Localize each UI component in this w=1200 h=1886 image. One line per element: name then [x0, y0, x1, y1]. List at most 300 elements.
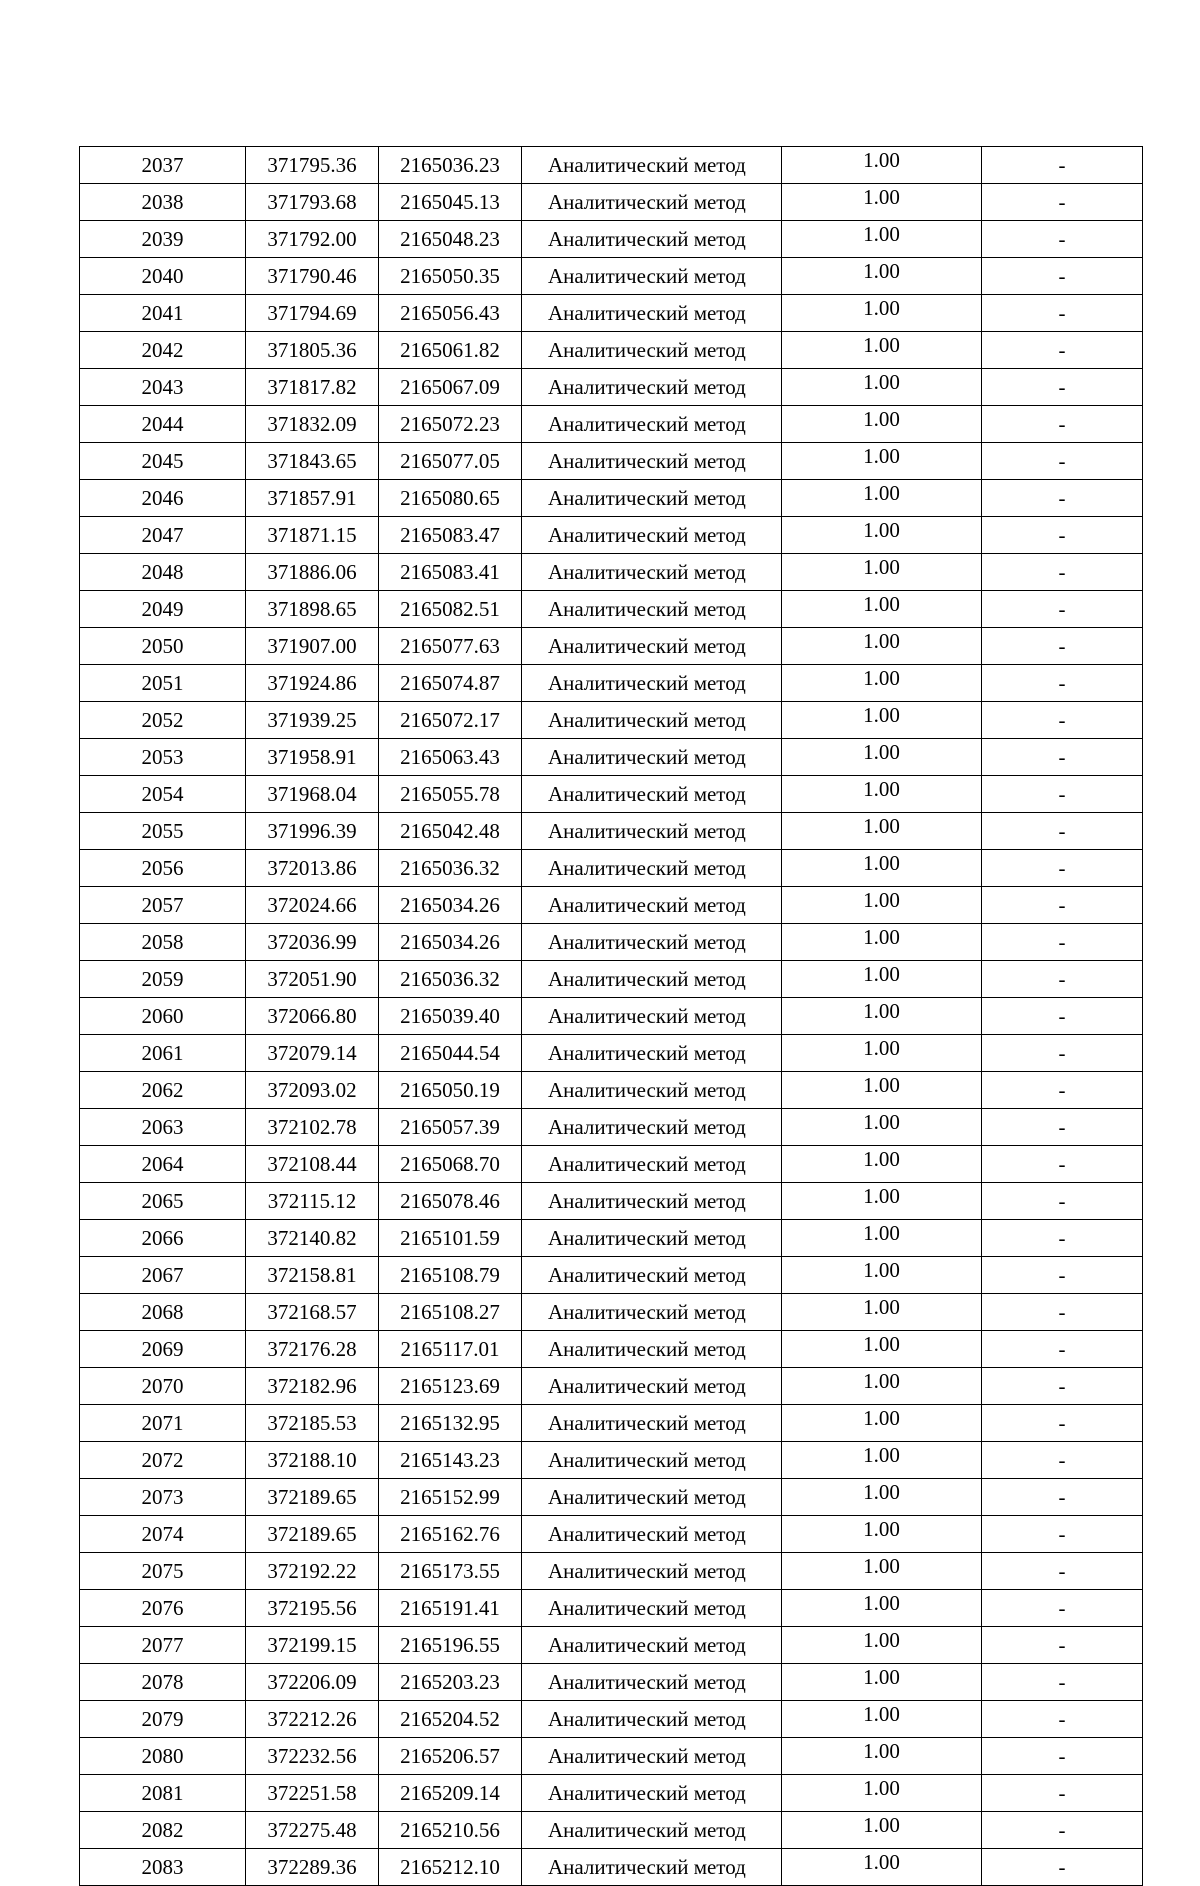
y-coordinate-cell: 2165143.23 — [379, 1442, 522, 1479]
accuracy-cell: 1.00 — [782, 221, 982, 258]
y-coordinate-cell: 2165204.52 — [379, 1701, 522, 1738]
y-coordinate-cell: 2165063.43 — [379, 739, 522, 776]
accuracy-cell: 1.00 — [782, 1812, 982, 1849]
method-cell: Аналитический метод — [522, 887, 782, 924]
y-coordinate-cell: 2165152.99 — [379, 1479, 522, 1516]
point-number-cell: 2068 — [80, 1294, 246, 1331]
note-cell: - — [982, 628, 1143, 665]
accuracy-cell: 1.00 — [782, 332, 982, 369]
x-coordinate-cell: 372108.44 — [246, 1146, 379, 1183]
point-number-cell: 2059 — [80, 961, 246, 998]
x-coordinate-cell: 372251.58 — [246, 1775, 379, 1812]
note-cell: - — [982, 295, 1143, 332]
y-coordinate-cell: 2165203.23 — [379, 1664, 522, 1701]
point-number-cell: 2048 — [80, 554, 246, 591]
note-cell: - — [982, 739, 1143, 776]
y-coordinate-cell: 2165108.79 — [379, 1257, 522, 1294]
point-number-cell: 2058 — [80, 924, 246, 961]
table-row — [80, 1220, 1143, 1257]
x-coordinate-cell: 372158.81 — [246, 1257, 379, 1294]
point-number-cell: 2049 — [80, 591, 246, 628]
accuracy-cell: 1.00 — [782, 295, 982, 332]
table-row — [80, 221, 1143, 258]
note-cell: - — [982, 1035, 1143, 1072]
x-coordinate-cell: 371792.00 — [246, 221, 379, 258]
table-row — [80, 1590, 1143, 1627]
accuracy-cell: 1.00 — [782, 924, 982, 961]
point-number-cell: 2069 — [80, 1331, 246, 1368]
y-coordinate-cell: 2165055.78 — [379, 776, 522, 813]
table-row — [80, 1812, 1143, 1849]
table-row — [80, 1109, 1143, 1146]
point-number-cell: 2077 — [80, 1627, 246, 1664]
x-coordinate-cell: 371871.15 — [246, 517, 379, 554]
method-cell: Аналитический метод — [522, 1405, 782, 1442]
accuracy-cell: 1.00 — [782, 517, 982, 554]
y-coordinate-cell: 2165044.54 — [379, 1035, 522, 1072]
table-row — [80, 1442, 1143, 1479]
point-number-cell: 2071 — [80, 1405, 246, 1442]
table-row — [80, 665, 1143, 702]
table-row — [80, 295, 1143, 332]
table-row — [80, 850, 1143, 887]
accuracy-cell: 1.00 — [782, 1627, 982, 1664]
point-number-cell: 2044 — [80, 406, 246, 443]
table-row — [80, 1479, 1143, 1516]
note-cell: - — [982, 1664, 1143, 1701]
x-coordinate-cell: 372195.56 — [246, 1590, 379, 1627]
x-coordinate-cell: 372102.78 — [246, 1109, 379, 1146]
y-coordinate-cell: 2165078.46 — [379, 1183, 522, 1220]
y-coordinate-cell: 2165196.55 — [379, 1627, 522, 1664]
accuracy-cell: 1.00 — [782, 628, 982, 665]
x-coordinate-cell: 372093.02 — [246, 1072, 379, 1109]
method-cell: Аналитический метод — [522, 406, 782, 443]
note-cell: - — [982, 147, 1143, 184]
y-coordinate-cell: 2165057.39 — [379, 1109, 522, 1146]
method-cell: Аналитический метод — [522, 1627, 782, 1664]
y-coordinate-cell: 2165209.14 — [379, 1775, 522, 1812]
accuracy-cell: 1.00 — [782, 665, 982, 702]
accuracy-cell: 1.00 — [782, 887, 982, 924]
accuracy-cell: 1.00 — [782, 1701, 982, 1738]
method-cell: Аналитический метод — [522, 961, 782, 998]
point-number-cell: 2080 — [80, 1738, 246, 1775]
note-cell: - — [982, 998, 1143, 1035]
table-row — [80, 1183, 1143, 1220]
method-cell: Аналитический метод — [522, 1035, 782, 1072]
method-cell: Аналитический метод — [522, 1738, 782, 1775]
note-cell: - — [982, 1368, 1143, 1405]
point-number-cell: 2038 — [80, 184, 246, 221]
point-number-cell: 2073 — [80, 1479, 246, 1516]
note-cell: - — [982, 1479, 1143, 1516]
note-cell: - — [982, 1294, 1143, 1331]
y-coordinate-cell: 2165042.48 — [379, 813, 522, 850]
method-cell: Аналитический метод — [522, 443, 782, 480]
point-number-cell: 2066 — [80, 1220, 246, 1257]
table-row — [80, 591, 1143, 628]
accuracy-cell: 1.00 — [782, 1109, 982, 1146]
point-number-cell: 2047 — [80, 517, 246, 554]
accuracy-cell: 1.00 — [782, 961, 982, 998]
x-coordinate-cell: 371793.68 — [246, 184, 379, 221]
accuracy-cell: 1.00 — [782, 1035, 982, 1072]
method-cell: Аналитический метод — [522, 1109, 782, 1146]
method-cell: Аналитический метод — [522, 813, 782, 850]
note-cell: - — [982, 776, 1143, 813]
note-cell: - — [982, 1590, 1143, 1627]
method-cell: Аналитический метод — [522, 1183, 782, 1220]
point-number-cell: 2067 — [80, 1257, 246, 1294]
table-row — [80, 776, 1143, 813]
method-cell: Аналитический метод — [522, 628, 782, 665]
accuracy-cell: 1.00 — [782, 1183, 982, 1220]
point-number-cell: 2046 — [80, 480, 246, 517]
x-coordinate-cell: 372206.09 — [246, 1664, 379, 1701]
note-cell: - — [982, 702, 1143, 739]
method-cell: Аналитический метод — [522, 1590, 782, 1627]
accuracy-cell: 1.00 — [782, 1738, 982, 1775]
y-coordinate-cell: 2165072.17 — [379, 702, 522, 739]
method-cell: Аналитический метод — [522, 1849, 782, 1886]
table-row — [80, 1849, 1143, 1886]
x-coordinate-cell: 372189.65 — [246, 1479, 379, 1516]
point-number-cell: 2039 — [80, 221, 246, 258]
x-coordinate-cell: 372185.53 — [246, 1405, 379, 1442]
note-cell: - — [982, 887, 1143, 924]
x-coordinate-cell: 371996.39 — [246, 813, 379, 850]
accuracy-cell: 1.00 — [782, 1775, 982, 1812]
x-coordinate-cell: 371857.91 — [246, 480, 379, 517]
y-coordinate-cell: 2165083.41 — [379, 554, 522, 591]
method-cell: Аналитический метод — [522, 702, 782, 739]
method-cell: Аналитический метод — [522, 1072, 782, 1109]
point-number-cell: 2055 — [80, 813, 246, 850]
table-row — [80, 406, 1143, 443]
y-coordinate-cell: 2165061.82 — [379, 332, 522, 369]
table-row — [80, 1553, 1143, 1590]
accuracy-cell: 1.00 — [782, 258, 982, 295]
method-cell: Аналитический метод — [522, 1775, 782, 1812]
x-coordinate-cell: 372013.86 — [246, 850, 379, 887]
x-coordinate-cell: 372192.22 — [246, 1553, 379, 1590]
point-number-cell: 2072 — [80, 1442, 246, 1479]
x-coordinate-cell: 372289.36 — [246, 1849, 379, 1886]
table-row — [80, 554, 1143, 591]
note-cell: - — [982, 1183, 1143, 1220]
method-cell: Аналитический метод — [522, 1294, 782, 1331]
table-row — [80, 480, 1143, 517]
y-coordinate-cell: 2165206.57 — [379, 1738, 522, 1775]
note-cell: - — [982, 1442, 1143, 1479]
x-coordinate-cell: 371832.09 — [246, 406, 379, 443]
note-cell: - — [982, 1405, 1143, 1442]
method-cell: Аналитический метод — [522, 295, 782, 332]
table-row — [80, 443, 1143, 480]
y-coordinate-cell: 2165039.40 — [379, 998, 522, 1035]
accuracy-cell: 1.00 — [782, 1664, 982, 1701]
note-cell: - — [982, 1812, 1143, 1849]
accuracy-cell: 1.00 — [782, 776, 982, 813]
x-coordinate-cell: 371968.04 — [246, 776, 379, 813]
accuracy-cell: 1.00 — [782, 1331, 982, 1368]
accuracy-cell: 1.00 — [782, 850, 982, 887]
table-row — [80, 1701, 1143, 1738]
accuracy-cell: 1.00 — [782, 1442, 982, 1479]
x-coordinate-cell: 372051.90 — [246, 961, 379, 998]
note-cell: - — [982, 924, 1143, 961]
x-coordinate-cell: 371898.65 — [246, 591, 379, 628]
x-coordinate-cell: 371805.36 — [246, 332, 379, 369]
coordinates-table — [79, 146, 1143, 1886]
table-row — [80, 1368, 1143, 1405]
y-coordinate-cell: 2165036.32 — [379, 961, 522, 998]
point-number-cell: 2083 — [80, 1849, 246, 1886]
x-coordinate-cell: 372275.48 — [246, 1812, 379, 1849]
x-coordinate-cell: 372176.28 — [246, 1331, 379, 1368]
note-cell: - — [982, 1775, 1143, 1812]
method-cell: Аналитический метод — [522, 1701, 782, 1738]
y-coordinate-cell: 2165050.35 — [379, 258, 522, 295]
table-row — [80, 1775, 1143, 1812]
method-cell: Аналитический метод — [522, 1220, 782, 1257]
table-row — [80, 887, 1143, 924]
table-row — [80, 813, 1143, 850]
method-cell: Аналитический метод — [522, 1257, 782, 1294]
point-number-cell: 2043 — [80, 369, 246, 406]
y-coordinate-cell: 2165162.76 — [379, 1516, 522, 1553]
method-cell: Аналитический метод — [522, 221, 782, 258]
x-coordinate-cell: 371924.86 — [246, 665, 379, 702]
x-coordinate-cell: 372199.15 — [246, 1627, 379, 1664]
x-coordinate-cell: 371907.00 — [246, 628, 379, 665]
y-coordinate-cell: 2165077.05 — [379, 443, 522, 480]
x-coordinate-cell: 371795.36 — [246, 147, 379, 184]
table-row — [80, 1294, 1143, 1331]
point-number-cell: 2063 — [80, 1109, 246, 1146]
y-coordinate-cell: 2165101.59 — [379, 1220, 522, 1257]
x-coordinate-cell: 372036.99 — [246, 924, 379, 961]
x-coordinate-cell: 371790.46 — [246, 258, 379, 295]
note-cell: - — [982, 1072, 1143, 1109]
point-number-cell: 2054 — [80, 776, 246, 813]
point-number-cell: 2070 — [80, 1368, 246, 1405]
point-number-cell: 2040 — [80, 258, 246, 295]
table-row — [80, 258, 1143, 295]
x-coordinate-cell: 372115.12 — [246, 1183, 379, 1220]
note-cell: - — [982, 961, 1143, 998]
table-row — [80, 517, 1143, 554]
note-cell: - — [982, 1553, 1143, 1590]
method-cell: Аналитический метод — [522, 517, 782, 554]
y-coordinate-cell: 2165036.32 — [379, 850, 522, 887]
y-coordinate-cell: 2165045.13 — [379, 184, 522, 221]
y-coordinate-cell: 2165082.51 — [379, 591, 522, 628]
method-cell: Аналитический метод — [522, 1479, 782, 1516]
accuracy-cell: 1.00 — [782, 1368, 982, 1405]
method-cell: Аналитический метод — [522, 480, 782, 517]
accuracy-cell: 1.00 — [782, 1146, 982, 1183]
accuracy-cell: 1.00 — [782, 369, 982, 406]
table-row — [80, 1331, 1143, 1368]
point-number-cell: 2057 — [80, 887, 246, 924]
note-cell: - — [982, 591, 1143, 628]
y-coordinate-cell: 2165080.65 — [379, 480, 522, 517]
point-number-cell: 2061 — [80, 1035, 246, 1072]
table-row — [80, 628, 1143, 665]
accuracy-cell: 1.00 — [782, 1479, 982, 1516]
table-row — [80, 369, 1143, 406]
table-row — [80, 739, 1143, 776]
method-cell: Аналитический метод — [522, 1516, 782, 1553]
note-cell: - — [982, 332, 1143, 369]
y-coordinate-cell: 2165173.55 — [379, 1553, 522, 1590]
note-cell: - — [982, 369, 1143, 406]
note-cell: - — [982, 665, 1143, 702]
x-coordinate-cell: 371843.65 — [246, 443, 379, 480]
accuracy-cell: 1.00 — [782, 998, 982, 1035]
point-number-cell: 2045 — [80, 443, 246, 480]
method-cell: Аналитический метод — [522, 998, 782, 1035]
y-coordinate-cell: 2165083.47 — [379, 517, 522, 554]
point-number-cell: 2079 — [80, 1701, 246, 1738]
table-row — [80, 1627, 1143, 1664]
point-number-cell: 2082 — [80, 1812, 246, 1849]
accuracy-cell: 1.00 — [782, 1294, 982, 1331]
point-number-cell: 2065 — [80, 1183, 246, 1220]
x-coordinate-cell: 371939.25 — [246, 702, 379, 739]
method-cell: Аналитический метод — [522, 554, 782, 591]
coordinates-table-body — [80, 147, 1143, 1886]
x-coordinate-cell: 372168.57 — [246, 1294, 379, 1331]
y-coordinate-cell: 2165074.87 — [379, 665, 522, 702]
x-coordinate-cell: 371958.91 — [246, 739, 379, 776]
x-coordinate-cell: 371886.06 — [246, 554, 379, 591]
method-cell: Аналитический метод — [522, 1442, 782, 1479]
note-cell: - — [982, 1516, 1143, 1553]
note-cell: - — [982, 850, 1143, 887]
point-number-cell: 2075 — [80, 1553, 246, 1590]
table-row — [80, 184, 1143, 221]
y-coordinate-cell: 2165191.41 — [379, 1590, 522, 1627]
point-number-cell: 2062 — [80, 1072, 246, 1109]
x-coordinate-cell: 372188.10 — [246, 1442, 379, 1479]
x-coordinate-cell: 372024.66 — [246, 887, 379, 924]
table-row — [80, 1257, 1143, 1294]
y-coordinate-cell: 2165123.69 — [379, 1368, 522, 1405]
table-row — [80, 1146, 1143, 1183]
method-cell: Аналитический метод — [522, 1331, 782, 1368]
y-coordinate-cell: 2165108.27 — [379, 1294, 522, 1331]
note-cell: - — [982, 1849, 1143, 1886]
x-coordinate-cell: 371817.82 — [246, 369, 379, 406]
note-cell: - — [982, 1627, 1143, 1664]
x-coordinate-cell: 372079.14 — [246, 1035, 379, 1072]
method-cell: Аналитический метод — [522, 850, 782, 887]
method-cell: Аналитический метод — [522, 369, 782, 406]
note-cell: - — [982, 443, 1143, 480]
method-cell: Аналитический метод — [522, 1553, 782, 1590]
method-cell: Аналитический метод — [522, 739, 782, 776]
method-cell: Аналитический метод — [522, 776, 782, 813]
table-row — [80, 147, 1143, 184]
point-number-cell: 2041 — [80, 295, 246, 332]
y-coordinate-cell: 2165050.19 — [379, 1072, 522, 1109]
accuracy-cell: 1.00 — [782, 147, 982, 184]
x-coordinate-cell: 372189.65 — [246, 1516, 379, 1553]
table-row — [80, 998, 1143, 1035]
note-cell: - — [982, 1331, 1143, 1368]
table-row — [80, 702, 1143, 739]
note-cell: - — [982, 554, 1143, 591]
y-coordinate-cell: 2165034.26 — [379, 924, 522, 961]
point-number-cell: 2037 — [80, 147, 246, 184]
note-cell: - — [982, 517, 1143, 554]
accuracy-cell: 1.00 — [782, 702, 982, 739]
y-coordinate-cell: 2165067.09 — [379, 369, 522, 406]
method-cell: Аналитический метод — [522, 1368, 782, 1405]
accuracy-cell: 1.00 — [782, 1072, 982, 1109]
accuracy-cell: 1.00 — [782, 1220, 982, 1257]
x-coordinate-cell: 372212.26 — [246, 1701, 379, 1738]
accuracy-cell: 1.00 — [782, 1405, 982, 1442]
y-coordinate-cell: 2165077.63 — [379, 628, 522, 665]
table-row — [80, 1405, 1143, 1442]
point-number-cell: 2050 — [80, 628, 246, 665]
note-cell: - — [982, 1738, 1143, 1775]
accuracy-cell: 1.00 — [782, 591, 982, 628]
point-number-cell: 2076 — [80, 1590, 246, 1627]
note-cell: - — [982, 258, 1143, 295]
point-number-cell: 2064 — [80, 1146, 246, 1183]
table-row — [80, 1738, 1143, 1775]
x-coordinate-cell: 372182.96 — [246, 1368, 379, 1405]
point-number-cell: 2081 — [80, 1775, 246, 1812]
table-row — [80, 961, 1143, 998]
accuracy-cell: 1.00 — [782, 1516, 982, 1553]
y-coordinate-cell: 2165048.23 — [379, 221, 522, 258]
method-cell: Аналитический метод — [522, 258, 782, 295]
accuracy-cell: 1.00 — [782, 443, 982, 480]
accuracy-cell: 1.00 — [782, 1590, 982, 1627]
note-cell: - — [982, 1146, 1143, 1183]
x-coordinate-cell: 372066.80 — [246, 998, 379, 1035]
accuracy-cell: 1.00 — [782, 480, 982, 517]
note-cell: - — [982, 184, 1143, 221]
y-coordinate-cell: 2165068.70 — [379, 1146, 522, 1183]
note-cell: - — [982, 1109, 1143, 1146]
note-cell: - — [982, 1701, 1143, 1738]
table-row — [80, 1516, 1143, 1553]
method-cell: Аналитический метод — [522, 1146, 782, 1183]
y-coordinate-cell: 2165056.43 — [379, 295, 522, 332]
method-cell: Аналитический метод — [522, 665, 782, 702]
method-cell: Аналитический метод — [522, 1812, 782, 1849]
y-coordinate-cell: 2165117.01 — [379, 1331, 522, 1368]
method-cell: Аналитический метод — [522, 332, 782, 369]
accuracy-cell: 1.00 — [782, 1553, 982, 1590]
point-number-cell: 2051 — [80, 665, 246, 702]
y-coordinate-cell: 2165036.23 — [379, 147, 522, 184]
table-row — [80, 1035, 1143, 1072]
x-coordinate-cell: 371794.69 — [246, 295, 379, 332]
table-row — [80, 924, 1143, 961]
point-number-cell: 2056 — [80, 850, 246, 887]
note-cell: - — [982, 221, 1143, 258]
method-cell: Аналитический метод — [522, 147, 782, 184]
y-coordinate-cell: 2165072.23 — [379, 406, 522, 443]
